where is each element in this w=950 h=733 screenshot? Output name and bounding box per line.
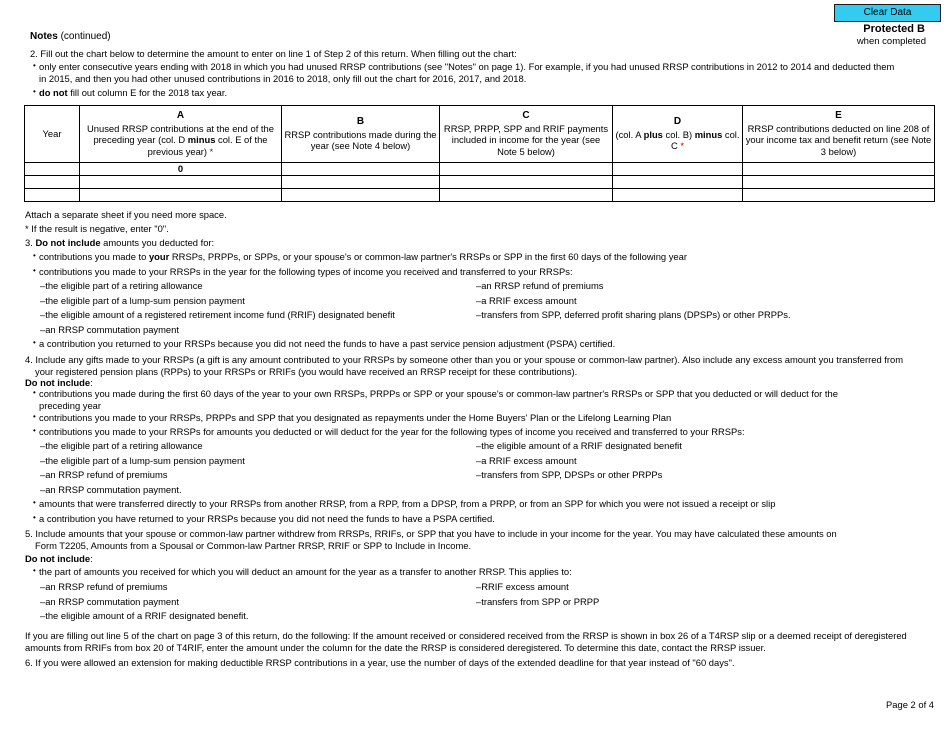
column-d-cell — [613, 189, 743, 202]
table-row — [25, 163, 935, 176]
column-b-cell[interactable] — [282, 176, 440, 189]
note-4-do-not-include: Do not include: — [25, 377, 93, 388]
column-c-cell[interactable] — [440, 176, 613, 189]
table-row — [25, 189, 935, 202]
year-cell[interactable] — [25, 163, 80, 176]
column-e-cell[interactable] — [743, 176, 935, 189]
notes-title: Notes (continued) — [30, 31, 111, 42]
note-4-dash-2: – the eligible part of a lump-sum pension payment — [40, 455, 245, 467]
column-d-cell — [613, 176, 743, 189]
note-4-bullet-3: • contributions you made to your RRSPs for amounts you deducted or will deduct for the year for the following types of income you received and transferred to your RRSPs: — [39, 426, 745, 438]
note-2-intro: 2. Fill out the chart below to determine the amount to enter on line 1 of Step 2 of this return. When filling out the chart: — [30, 48, 517, 59]
note-3-dash-2: – the eligible part of a lump-sum pension payment — [40, 295, 245, 307]
column-a-header: A Unused RRSP contributions at the end of the preceding year (col. D minus col. E of the previous year) * — [80, 106, 282, 163]
column-b-cell[interactable] — [282, 189, 440, 202]
when-completed-label: when completed — [856, 36, 926, 47]
column-e-header: E RRSP contributions deducted on line 208 of your income tax and benefit return (see Note 3 below) — [743, 106, 935, 163]
clear-data-button[interactable]: Clear Data — [834, 4, 941, 22]
note-3-intro: 3. Do not include amounts you deducted for: — [25, 237, 215, 248]
note-4-dash-5: – the eligible amount of a RRIF designated benefit — [476, 440, 682, 452]
chart-header-row — [25, 106, 935, 163]
note-5-bullet-1: • the part of amounts you received for which you will deduct an amount for the year as a transfer to another RRSP. This applies to: — [39, 566, 572, 578]
note-4-bullet-1: • contributions you made during the first 60 days of the year to your own RRSPs, PRPPs or SPP or your spouse's or common-law partner's RRSPs or SPP that you deducted or will deduct for the preceding year — [39, 388, 838, 412]
note-6-text: 6. If you were allowed an extension for making deductible RRSP contributions in a year, use the number of days of the extended deadline for that year instead of "60 days". — [25, 657, 735, 668]
note-4-bullet-4: • amounts that were transferred directly to your RRSPs from another RRSP, from a RPP, from a DPSP, from a PRPP, or from an SPP for which you were not issued a receipt or slip — [39, 498, 775, 510]
note-3-dash-4: – an RRSP commutation payment — [40, 324, 179, 336]
note-3-dash-3: – the eligible amount of a registered retirement income fund (RRIF) designated benefit — [40, 309, 395, 321]
note-5-do-not-include: Do not include: — [25, 553, 93, 564]
note-5-dash-5: – transfers from SPP or PRPP — [476, 596, 599, 608]
note-2-bullet-1: • only enter consecutive years ending with 2018 in which you had unused RRSP contributions (see "Notes" on page 1). For example, if you had unused RRSP contributions in 2012 to 2014 and deducted them in 2015, and then you had other unused contributions in 2016 to 2018, only fill out the chart for 2016, 2017, and 2018. — [39, 61, 894, 85]
column-d-cell — [613, 163, 743, 176]
note-3-bullet-1: • contributions you made to your RRSPs, PRPPs, or SPPs, or your spouse's or common-law partner's RRSPs or SPP in the first 60 days of the following year — [39, 251, 687, 263]
column-e-cell[interactable] — [743, 163, 935, 176]
note-4-dash-7: – transfers from SPP, DPSPs or other PRPPs — [476, 469, 662, 481]
note-4-dash-1: – the eligible part of a retiring allowance — [40, 440, 203, 452]
table-row — [25, 176, 935, 189]
year-cell[interactable] — [25, 176, 80, 189]
note-3-dash-1: – the eligible part of a retiring allowance — [40, 280, 203, 292]
year-cell[interactable] — [25, 189, 80, 202]
note-4-text: 4. Include any gifts made to your RRSPs (a gift is any amount contributed to your RRSPs by someone other than you or your spouse or common-law partner). Also include any excess amount you transferred from your registered pension plans (RPPs) to your RRSPs or RRIFs (you would have received an RRSP receipt for these contributions). — [25, 354, 904, 377]
column-c-header: C RRSP, PRPP, SPP and RRIF payments included in income for the year (see Note 5 below) — [440, 106, 613, 163]
note-4-bullet-2: • contributions you made to your RRSPs, PRPPs and SPP that you designated as repayments under the Home Buyers' Plan or the Lifelong Learning Plan — [39, 412, 671, 424]
note-3-dash-6: – a RRIF excess amount — [476, 295, 577, 307]
note-3-dash-7: – transfers from SPP, deferred profit sharing plans (DPSPs) or other PRPPs. — [476, 309, 791, 321]
note-5-text: 5. Include amounts that your spouse or common-law partner withdrew from RRSPs, RRIFs, or SPP that you have to include in your income for the year. You may have calculated these amounts on Form T2205, Amounts from a Spousal or Common-law Partner RRSP, RRIF or SPP to Include in Income. — [25, 528, 837, 551]
column-c-cell[interactable] — [440, 163, 613, 176]
rrsp-chart-table — [24, 105, 935, 202]
note-4-dash-6: – a RRIF excess amount — [476, 455, 577, 467]
note-5-dash-3: – the eligible amount of a RRIF designated benefit. — [40, 610, 248, 622]
note-4-dash-4: – an RRSP commutation payment. — [40, 484, 182, 496]
note-4-dash-3: – an RRSP refund of premiums — [40, 469, 168, 481]
column-a-cell — [80, 176, 282, 189]
page-number: Page 2 of 4 — [886, 699, 934, 710]
column-d-header: D (col. A plus col. B) minus col. C * — [613, 106, 743, 163]
column-a-cell — [80, 189, 282, 202]
column-c-cell[interactable] — [440, 189, 613, 202]
note-2-bullet-2: • do not fill out column E for the 2018 tax year. — [39, 87, 227, 99]
note-5-dash-1: – an RRSP refund of premiums — [40, 581, 168, 593]
note-3-bullet-2: • contributions you made to your RRSPs in the year for the following types of income you received and transferred to your RRSPs: — [39, 266, 573, 278]
deregistered-paragraph: If you are filling out line 5 of the chart on page 3 of this return, do the following: If the amount received or considered received from the RRSP is shown in box 26 of a T4RSP slip or a deemed receipt of deregistered amounts from RRIFs from box 20 of T4RIF, enter the amount under the column for the date the RRSP is considered deregistered. To determine this date, contact the RRSP issuer. — [25, 630, 907, 653]
note-4-bullet-5: • a contribution you have returned to your RRSPs because you did not need the funds to have a PSPA certified. — [39, 513, 495, 525]
note-3-dash-5: – an RRSP refund of premiums — [476, 280, 604, 292]
attach-sheet-text: Attach a separate sheet if you need more space. — [25, 209, 227, 220]
column-b-header: B RRSP contributions made during the year (see Note 4 below) — [282, 106, 440, 163]
column-e-cell[interactable] — [743, 189, 935, 202]
note-5-dash-2: – an RRSP commutation payment — [40, 596, 179, 608]
note-3-bullet-3: • a contribution you returned to your RRSPs because you did not need the funds to have a past service pension adjustment (PSPA) certified. — [39, 338, 615, 350]
column-b-cell[interactable] — [282, 163, 440, 176]
protected-b-label: Protected B — [863, 23, 925, 35]
year-column-header: Year — [25, 106, 80, 163]
negative-result-text: * If the result is negative, enter "0". — [25, 223, 169, 234]
note-5-dash-4: – RRIF excess amount — [476, 581, 569, 593]
column-a-cell: 0 — [80, 163, 282, 176]
